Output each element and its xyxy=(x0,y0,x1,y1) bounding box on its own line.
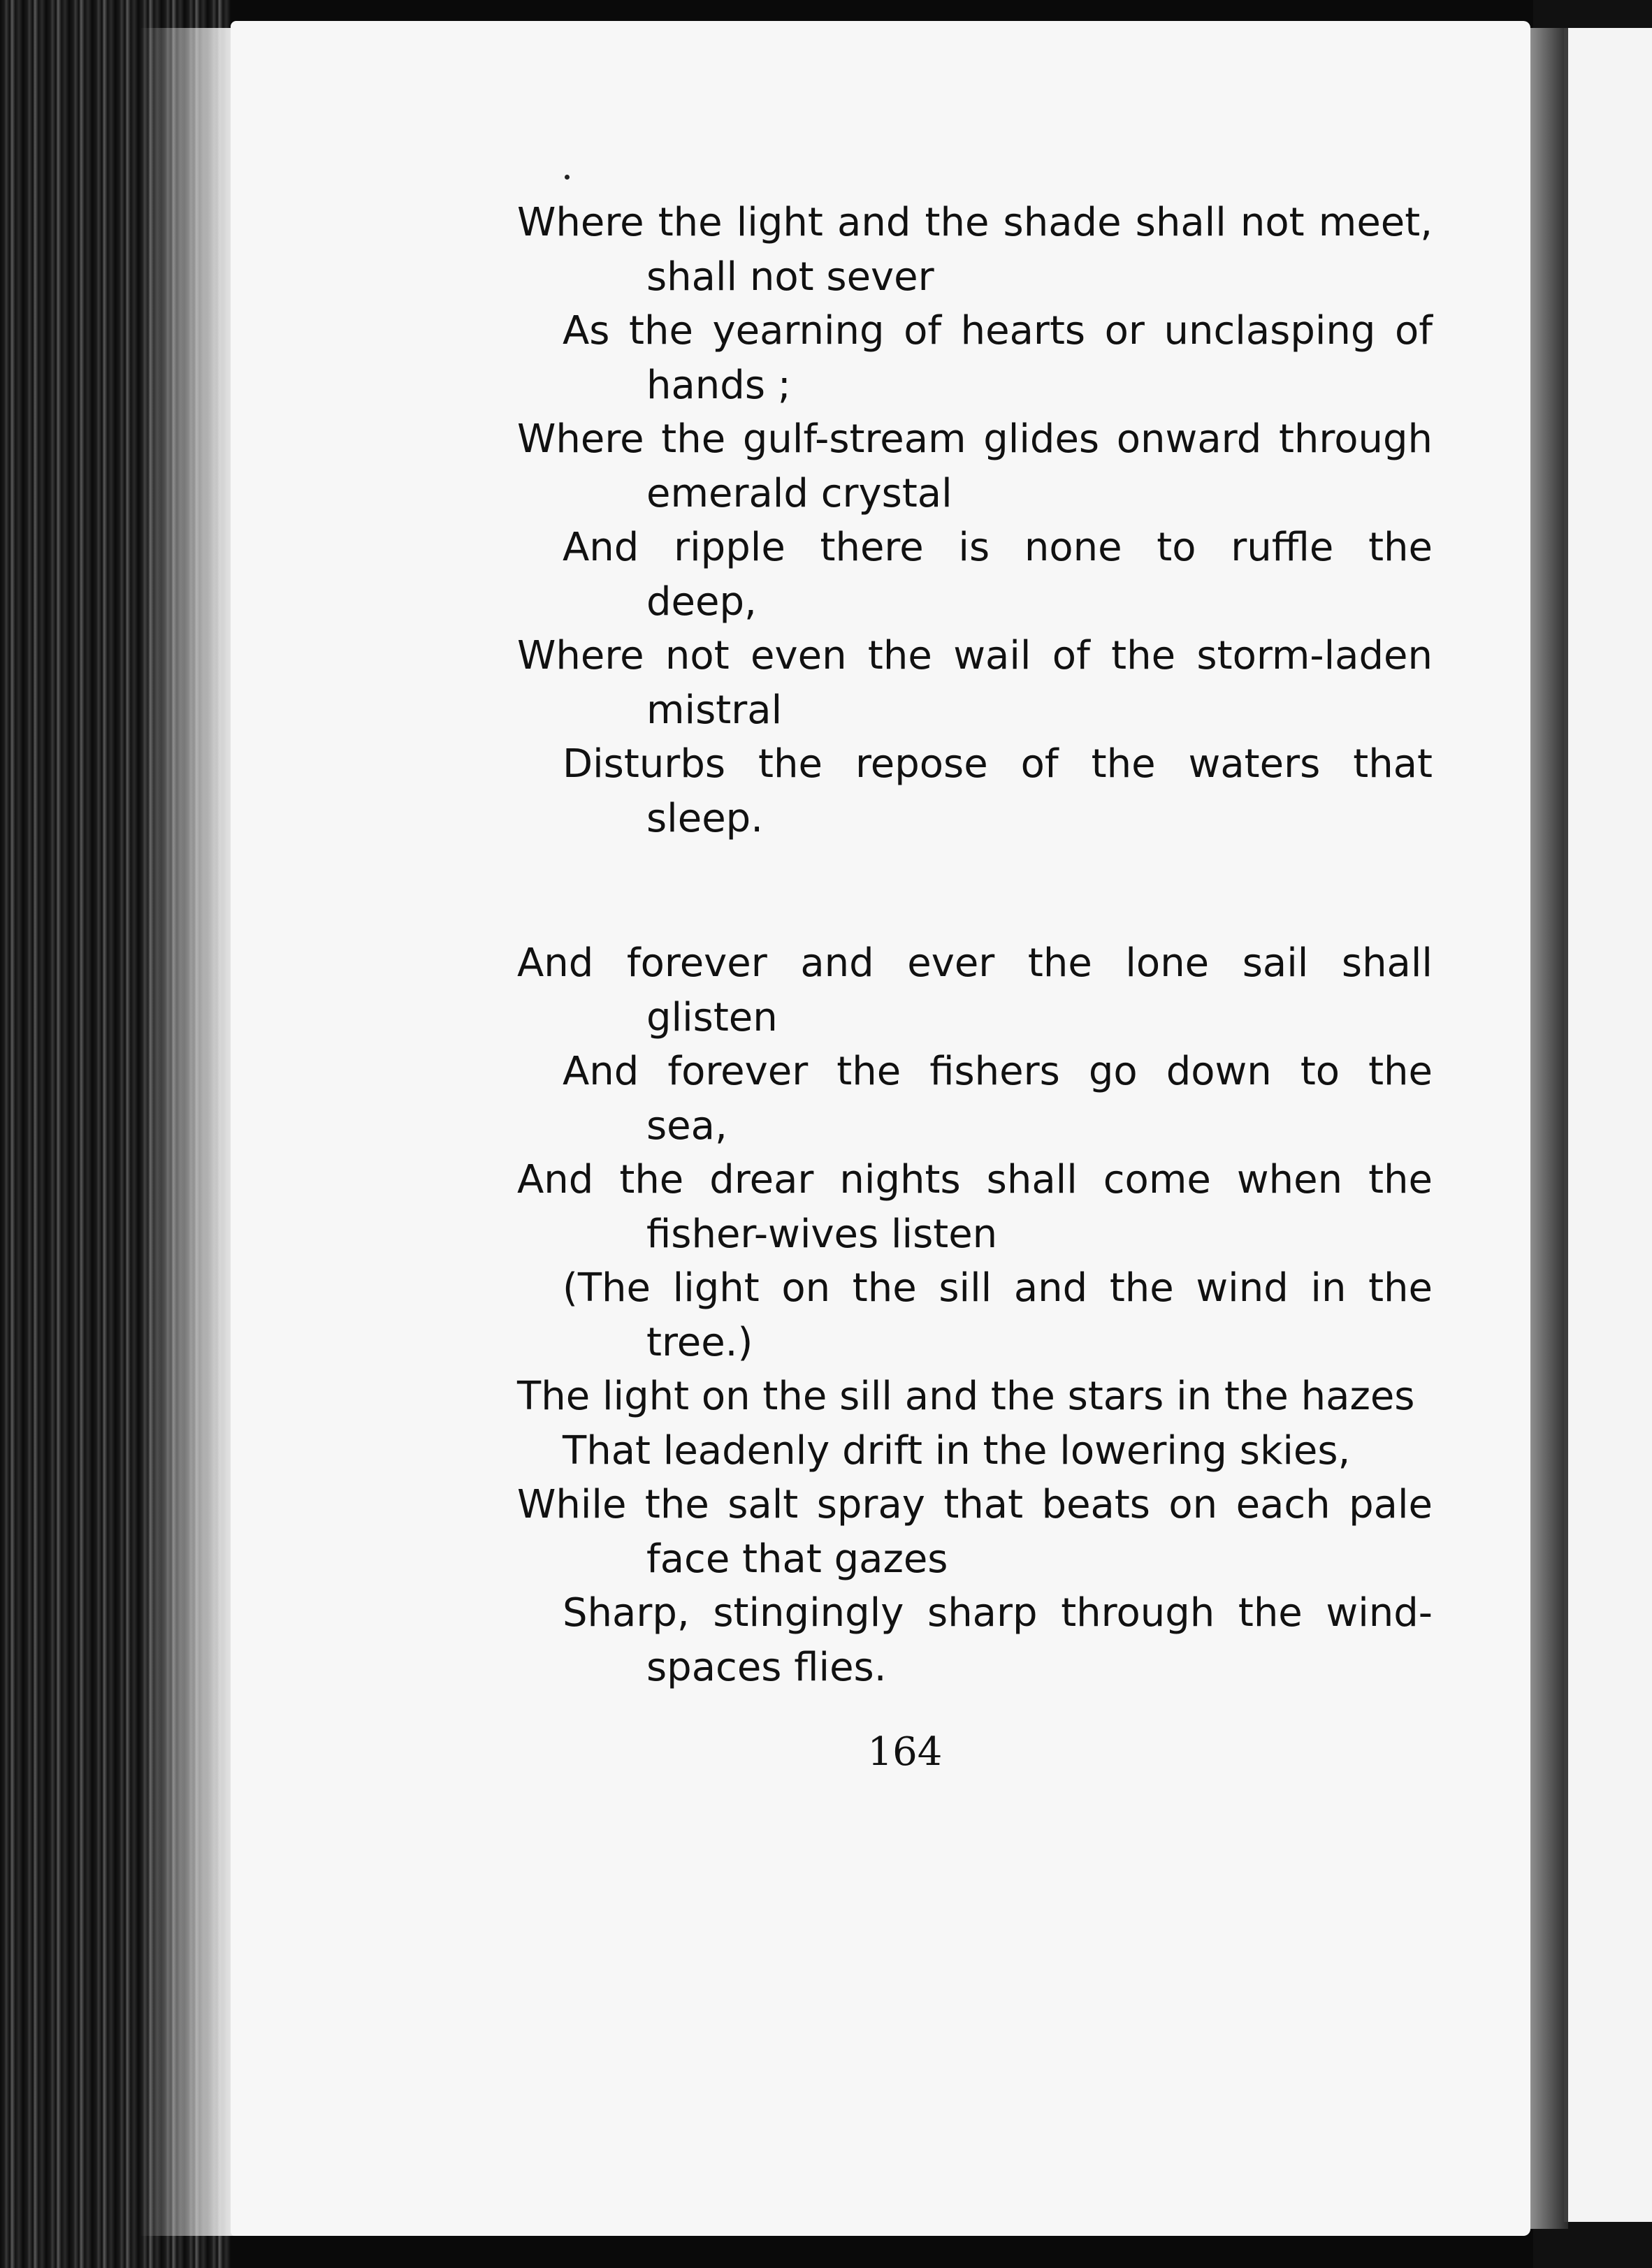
poem-line: emerald crystal xyxy=(646,470,952,516)
poem-line: Where the light and the shade shall not meet, xyxy=(517,200,1433,245)
poem-line: glisten xyxy=(646,994,778,1040)
poem-line: Sharp, stingingly sharp through the wind- xyxy=(563,1590,1433,1636)
poem-line: shall not sever xyxy=(646,254,934,300)
poem-line: (The light on the sill and the wind in the xyxy=(563,1265,1433,1311)
poem-line: And forever the fishers go down to the xyxy=(563,1049,1433,1094)
poem-line: Where not even the wail of the storm-laden xyxy=(517,633,1433,678)
stanza-gap xyxy=(517,845,1433,936)
poem-line: face that gazes xyxy=(646,1536,948,1582)
poem-line: While the salt spray that beats on each pale xyxy=(517,1482,1433,1527)
poem-line: mistral xyxy=(646,687,783,733)
poem-line: The light on the sill and the stars in the hazes xyxy=(517,1374,1415,1419)
book-page xyxy=(231,21,1530,2236)
poem-line: Disturbs the repose of the waters that xyxy=(563,741,1433,787)
facing-page-edge xyxy=(1564,28,1652,2222)
page-edge-shading xyxy=(140,28,238,2236)
stanza-2 xyxy=(517,936,1433,1694)
poem-line: That leadenly drift in the lowering skies, xyxy=(563,1427,1351,1474)
poem-line: And forever and ever the lone sail shall xyxy=(517,940,1433,986)
right-page-shadow xyxy=(1526,28,1568,2229)
poem-line: Where the gulf-stream glides onward through xyxy=(517,416,1433,462)
poem-line: sea, xyxy=(646,1103,727,1149)
poem-line: tree.) xyxy=(646,1319,753,1365)
poem-line: hands ; xyxy=(646,362,791,408)
poem-text xyxy=(517,196,1433,1694)
stanza-1 xyxy=(517,196,1433,845)
poem-line: deep, xyxy=(646,579,757,625)
poem-line: spaces flies. xyxy=(646,1644,887,1690)
poem-line: And the drear nights shall come when the xyxy=(517,1157,1433,1202)
page-number: 164 xyxy=(867,1729,943,1775)
poem-line: As the yearning of hearts or unclasping of xyxy=(563,308,1433,354)
ink-speck xyxy=(565,175,570,180)
poem-line: And ripple there is none to ruffle the xyxy=(563,525,1433,570)
poem-line: fisher-wives listen xyxy=(646,1211,998,1257)
poem-line: sleep. xyxy=(646,795,763,841)
